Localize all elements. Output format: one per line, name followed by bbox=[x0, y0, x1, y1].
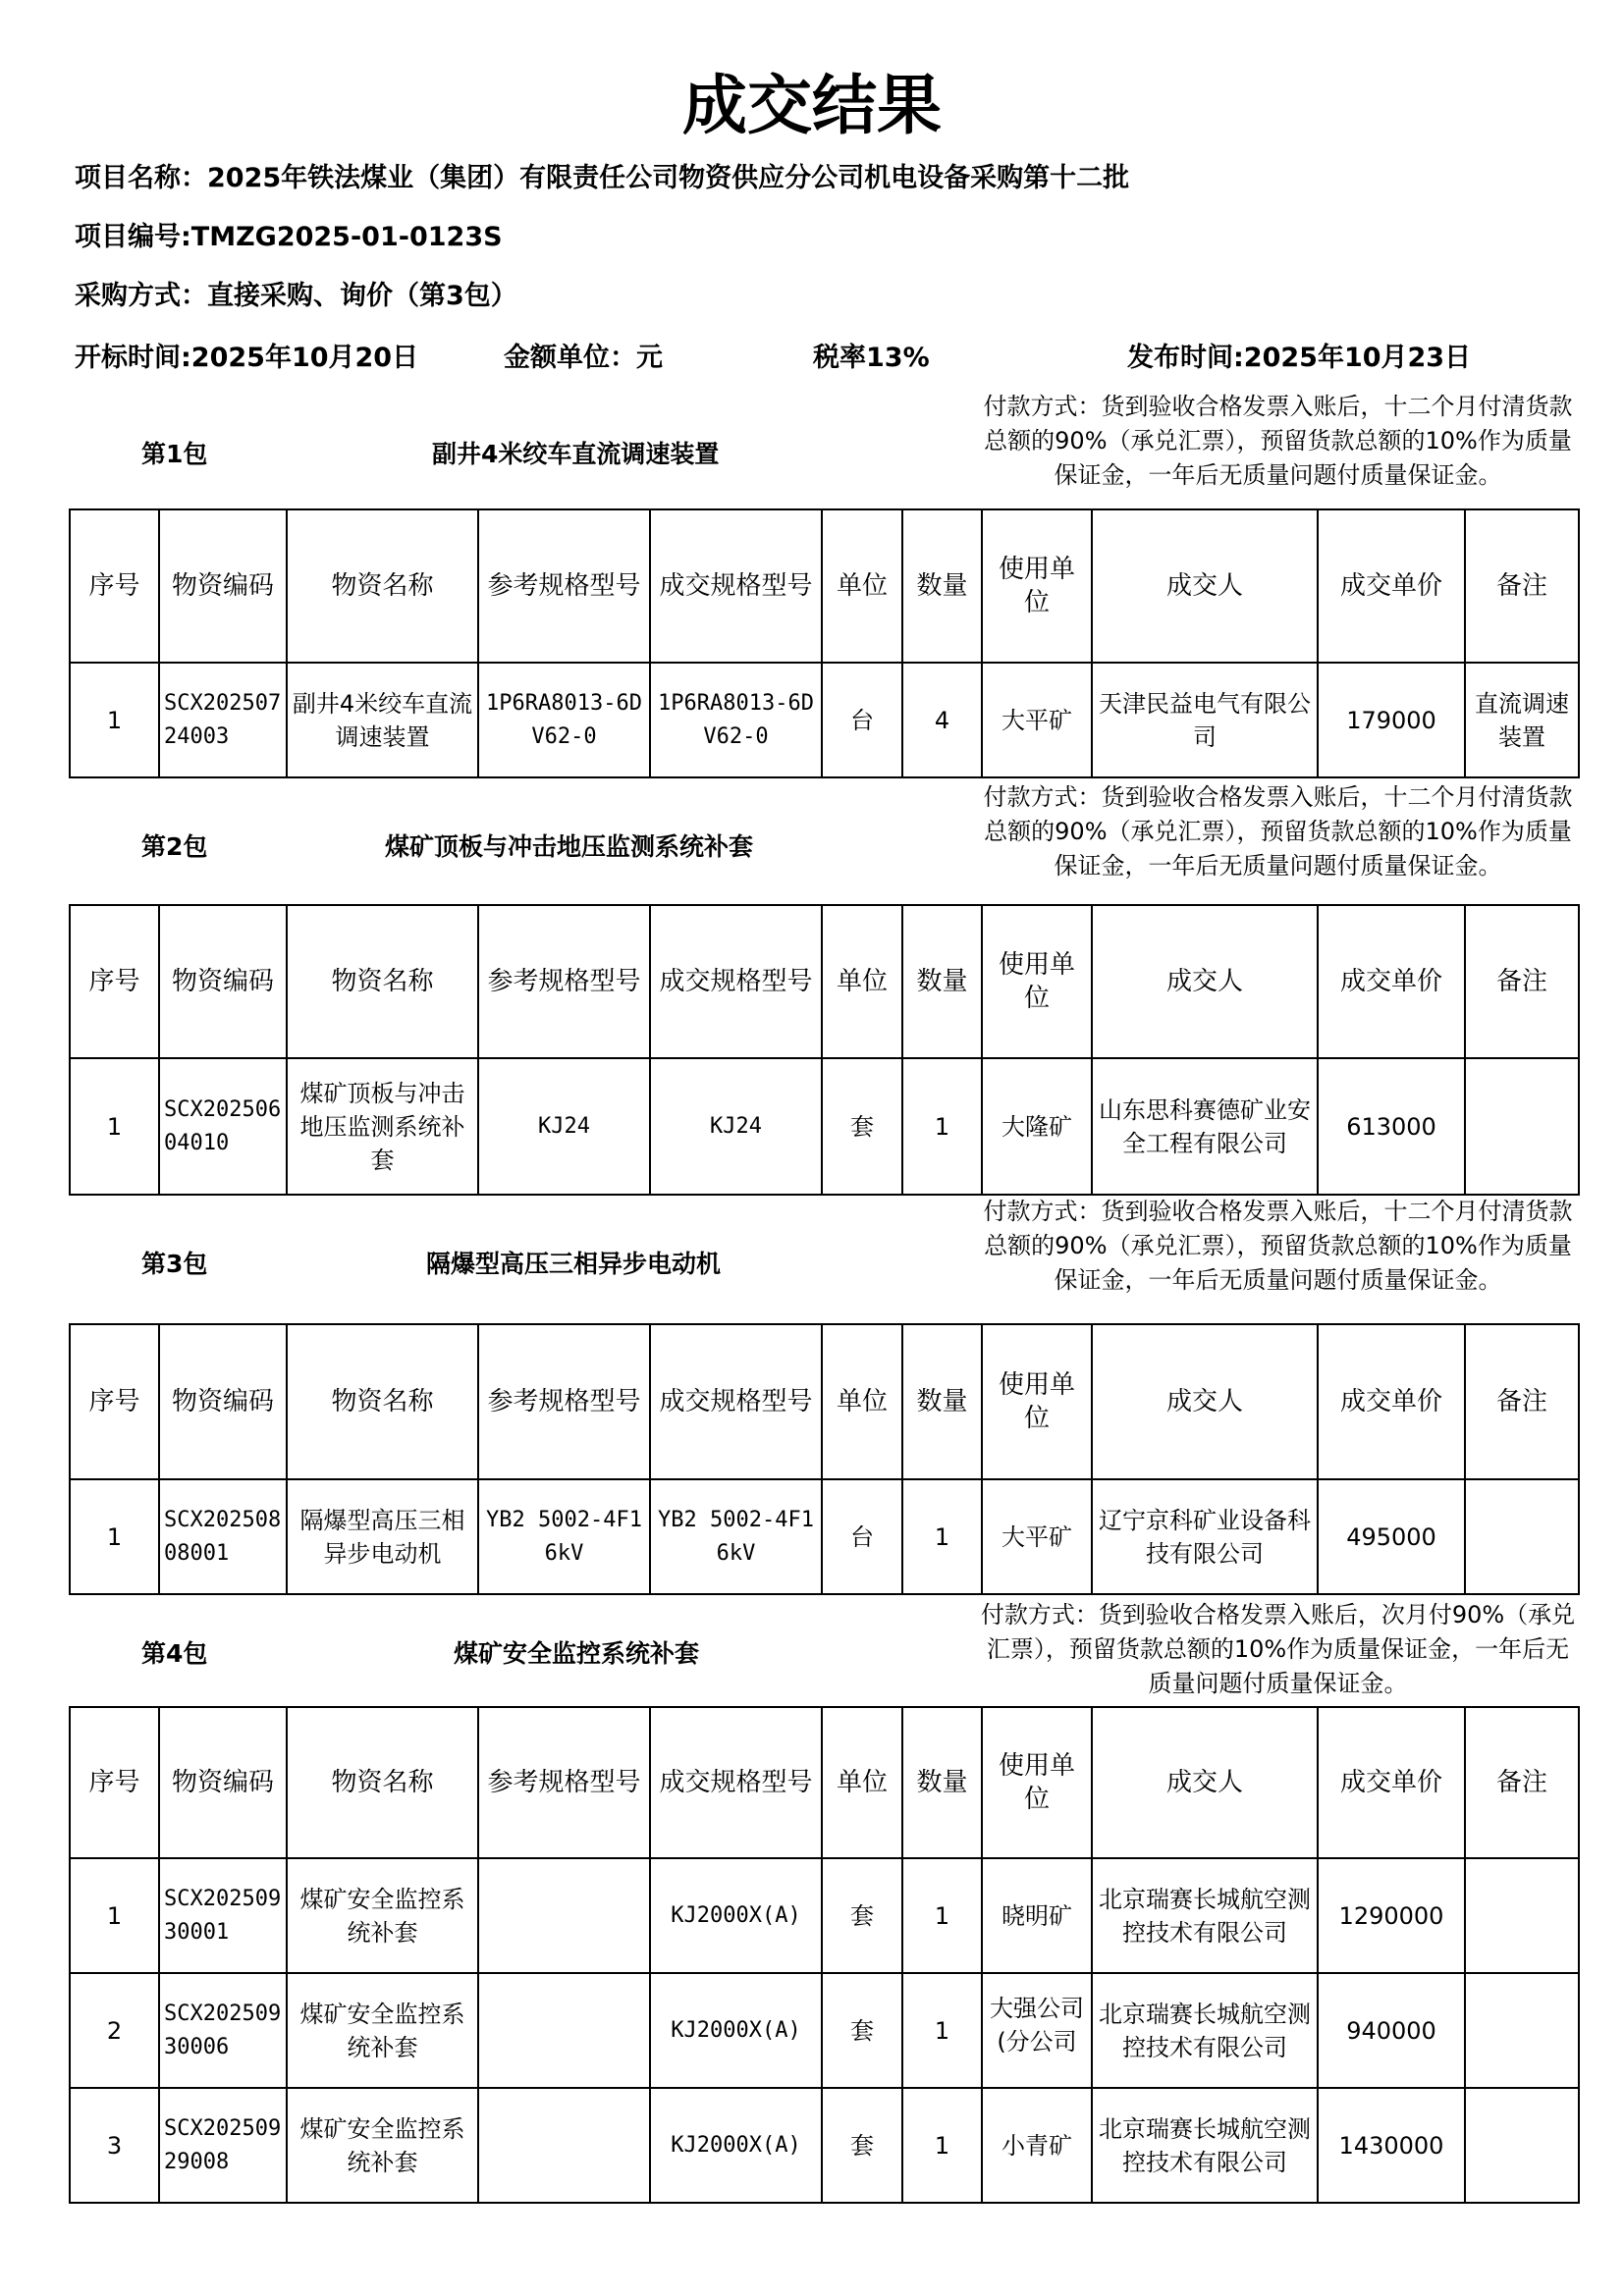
cell-ref-spec bbox=[478, 2088, 650, 2203]
header-ref-spec: 参考规格型号 bbox=[478, 905, 650, 1058]
procurement-method: 采购方式：直接采购、询价（第3包） bbox=[75, 281, 517, 311]
cell-deal-spec: KJ2000X(A) bbox=[650, 1973, 822, 2088]
cell-seq: 1 bbox=[70, 663, 159, 777]
header-winner: 成交人 bbox=[1092, 509, 1318, 663]
cell-qty: 1 bbox=[902, 1479, 982, 1594]
cell-user: 大隆矿 bbox=[982, 1058, 1092, 1195]
cell-code: SCX20250930006 bbox=[159, 1973, 287, 2088]
table-row bbox=[70, 663, 1579, 777]
header-ref-spec: 参考规格型号 bbox=[478, 1707, 650, 1858]
cell-winner: 北京瑞赛长城航空测控技术有限公司 bbox=[1092, 1973, 1318, 2088]
cell-code: SCX20250930001 bbox=[159, 1858, 287, 1973]
cell-unit: 套 bbox=[822, 1858, 902, 1973]
package-2-table bbox=[69, 904, 1580, 1196]
project-number: 项目编号:TMZG2025-01-0123S bbox=[75, 222, 503, 252]
cell-price: 613000 bbox=[1318, 1058, 1465, 1195]
header-price: 成交单价 bbox=[1318, 905, 1465, 1058]
cell-code: SCX20250604010 bbox=[159, 1058, 287, 1195]
header-qty: 数量 bbox=[902, 1707, 982, 1858]
cell-name: 煤矿安全监控系统补套 bbox=[287, 2088, 478, 2203]
header-winner: 成交人 bbox=[1092, 1707, 1318, 1858]
header-remark: 备注 bbox=[1465, 1707, 1579, 1858]
tax-rate: 税率13% bbox=[813, 343, 930, 373]
cell-winner: 天津民益电气有限公司 bbox=[1092, 663, 1318, 777]
cell-user: 大平矿 bbox=[982, 1479, 1092, 1594]
table-row bbox=[70, 1058, 1579, 1195]
package-1-name: 副井4米绞车直流调速装置 bbox=[432, 440, 720, 468]
cell-qty: 1 bbox=[902, 1858, 982, 1973]
cell-name: 隔爆型高压三相异步电动机 bbox=[287, 1479, 478, 1594]
cell-user: 晓明矿 bbox=[982, 1858, 1092, 1973]
header-qty: 数量 bbox=[902, 509, 982, 663]
cell-remark bbox=[1465, 1058, 1579, 1195]
cell-qty: 1 bbox=[902, 1973, 982, 2088]
header-ref-spec: 参考规格型号 bbox=[478, 509, 650, 663]
cell-unit: 台 bbox=[822, 663, 902, 777]
header-qty: 数量 bbox=[902, 905, 982, 1058]
package-2-name: 煤矿顶板与冲击地压监测系统补套 bbox=[385, 832, 754, 861]
cell-price: 940000 bbox=[1318, 1973, 1465, 2088]
cell-unit: 套 bbox=[822, 1973, 902, 2088]
table-row bbox=[70, 1973, 1579, 2088]
cell-unit: 套 bbox=[822, 1058, 902, 1195]
header-winner: 成交人 bbox=[1092, 905, 1318, 1058]
table-header-row bbox=[70, 905, 1579, 1058]
cell-remark: 直流调速装置 bbox=[1465, 663, 1579, 777]
cell-ref-spec bbox=[478, 1973, 650, 2088]
cell-remark bbox=[1465, 1973, 1579, 2088]
header-ref-spec: 参考规格型号 bbox=[478, 1324, 650, 1479]
open-time: 开标时间:2025年10月20日 bbox=[75, 343, 419, 373]
cell-remark bbox=[1465, 1858, 1579, 1973]
cell-seq: 1 bbox=[70, 1058, 159, 1195]
header-winner: 成交人 bbox=[1092, 1324, 1318, 1479]
cell-price: 495000 bbox=[1318, 1479, 1465, 1594]
cell-name: 煤矿顶板与冲击地压监测系统补套 bbox=[287, 1058, 478, 1195]
header-code: 物资编码 bbox=[159, 1707, 287, 1858]
package-4-name: 煤矿安全监控系统补套 bbox=[454, 1639, 700, 1668]
table-header-row bbox=[70, 1324, 1579, 1479]
cell-deal-spec: 1P6RA8013-6DV62-0 bbox=[650, 663, 822, 777]
amount-unit: 金额单位：元 bbox=[504, 343, 663, 373]
header-unit: 单位 bbox=[822, 509, 902, 663]
header-remark: 备注 bbox=[1465, 1324, 1579, 1479]
header-unit: 单位 bbox=[822, 905, 902, 1058]
project-name: 项目名称：2025年铁法煤业（集团）有限责任公司物资供应分公司机电设备采购第十二批 bbox=[75, 163, 1130, 193]
header-name: 物资名称 bbox=[287, 1324, 478, 1479]
header-seq: 序号 bbox=[70, 1324, 159, 1479]
cell-seq: 1 bbox=[70, 1479, 159, 1594]
package-3-table bbox=[69, 1323, 1580, 1595]
package-4-table bbox=[69, 1706, 1580, 2204]
cell-price: 179000 bbox=[1318, 663, 1465, 777]
header-seq: 序号 bbox=[70, 1707, 159, 1858]
header-seq: 序号 bbox=[70, 509, 159, 663]
header-price: 成交单价 bbox=[1318, 1324, 1465, 1479]
header-name: 物资名称 bbox=[287, 509, 478, 663]
header-deal-spec: 成交规格型号 bbox=[650, 1707, 822, 1858]
package-1-table bbox=[69, 508, 1580, 778]
cell-code: SCX20250808001 bbox=[159, 1479, 287, 1594]
cell-deal-spec: KJ2000X(A) bbox=[650, 1858, 822, 1973]
header-code: 物资编码 bbox=[159, 509, 287, 663]
cell-qty: 4 bbox=[902, 663, 982, 777]
package-1-payment: 付款方式：货到验收合格发票入账后，十二个月付清货款总额的90%（承兑汇票），预留货款总额的10%作为质量保证金，一年后无质量问题付质量保证金。 bbox=[983, 393, 1573, 489]
header-user: 使用单位 bbox=[982, 1707, 1092, 1858]
cell-remark bbox=[1465, 1479, 1579, 1594]
cell-ref-spec: YB2 5002-4F1 6kV bbox=[478, 1479, 650, 1594]
header-remark: 备注 bbox=[1465, 905, 1579, 1058]
header-unit: 单位 bbox=[822, 1707, 902, 1858]
cell-deal-spec: YB2 5002-4F1 6kV bbox=[650, 1479, 822, 1594]
cell-ref-spec: KJ24 bbox=[478, 1058, 650, 1195]
header-user: 使用单位 bbox=[982, 1324, 1092, 1479]
cell-deal-spec: KJ2000X(A) bbox=[650, 2088, 822, 2203]
table-row bbox=[70, 1479, 1579, 1594]
package-4-number: 第4包 bbox=[141, 1639, 208, 1668]
page-title: 成交结果 bbox=[682, 67, 942, 143]
cell-seq: 1 bbox=[70, 1858, 159, 1973]
cell-unit: 台 bbox=[822, 1479, 902, 1594]
cell-seq: 3 bbox=[70, 2088, 159, 2203]
header-unit: 单位 bbox=[822, 1324, 902, 1479]
header-user: 使用单位 bbox=[982, 905, 1092, 1058]
cell-qty: 1 bbox=[902, 2088, 982, 2203]
cell-name: 副井4米绞车直流调速装置 bbox=[287, 663, 478, 777]
table-header-row bbox=[70, 1707, 1579, 1858]
cell-code: SCX20250929008 bbox=[159, 2088, 287, 2203]
package-4-payment: 付款方式：货到验收合格发票入账后，次月付90%（承兑汇票），预留货款总额的10%作为质量保证金，一年后无质量问题付质量保证金。 bbox=[980, 1601, 1576, 1697]
package-3-payment: 付款方式：货到验收合格发票入账后，十二个月付清货款总额的90%（承兑汇票），预留货款总额的10%作为质量保证金，一年后无质量问题付质量保证金。 bbox=[983, 1198, 1573, 1294]
cell-price: 1430000 bbox=[1318, 2088, 1465, 2203]
table-row bbox=[70, 1858, 1579, 1973]
header-deal-spec: 成交规格型号 bbox=[650, 905, 822, 1058]
cell-name: 煤矿安全监控系统补套 bbox=[287, 1973, 478, 2088]
header-code: 物资编码 bbox=[159, 1324, 287, 1479]
cell-code: SCX20250724003 bbox=[159, 663, 287, 777]
package-1-number: 第1包 bbox=[141, 440, 208, 468]
cell-deal-spec: KJ24 bbox=[650, 1058, 822, 1195]
cell-user-text: 大强公司(分公司 bbox=[990, 1995, 1084, 2056]
cell-remark bbox=[1465, 2088, 1579, 2203]
table-header-row bbox=[70, 509, 1579, 663]
header-seq: 序号 bbox=[70, 905, 159, 1058]
cell-winner: 北京瑞赛长城航空测控技术有限公司 bbox=[1092, 2088, 1318, 2203]
header-user: 使用单位 bbox=[982, 509, 1092, 663]
package-3-number: 第3包 bbox=[141, 1250, 208, 1278]
header-deal-spec: 成交规格型号 bbox=[650, 509, 822, 663]
cell-winner: 辽宁京科矿业设备科技有限公司 bbox=[1092, 1479, 1318, 1594]
cell-unit: 套 bbox=[822, 2088, 902, 2203]
cell-ref-spec: 1P6RA8013-6DV62-0 bbox=[478, 663, 650, 777]
publish-time: 发布时间:2025年10月23日 bbox=[1127, 343, 1472, 373]
cell-user bbox=[982, 1973, 1092, 2088]
package-3-name: 隔爆型高压三相异步电动机 bbox=[426, 1250, 722, 1278]
cell-price: 1290000 bbox=[1318, 1858, 1465, 1973]
header-qty: 数量 bbox=[902, 1324, 982, 1479]
header-code: 物资编码 bbox=[159, 905, 287, 1058]
cell-qty: 1 bbox=[902, 1058, 982, 1195]
header-deal-spec: 成交规格型号 bbox=[650, 1324, 822, 1479]
header-name: 物资名称 bbox=[287, 905, 478, 1058]
package-2-payment: 付款方式：货到验收合格发票入账后，十二个月付清货款总额的90%（承兑汇票），预留货款总额的10%作为质量保证金，一年后无质量问题付质量保证金。 bbox=[983, 783, 1573, 880]
table-row bbox=[70, 2088, 1579, 2203]
header-name: 物资名称 bbox=[287, 1707, 478, 1858]
package-2-number: 第2包 bbox=[141, 832, 208, 861]
header-price: 成交单价 bbox=[1318, 1707, 1465, 1858]
cell-winner: 北京瑞赛长城航空测控技术有限公司 bbox=[1092, 1858, 1318, 1973]
cell-seq: 2 bbox=[70, 1973, 159, 2088]
cell-user: 大平矿 bbox=[982, 663, 1092, 777]
cell-name: 煤矿安全监控系统补套 bbox=[287, 1858, 478, 1973]
header-remark: 备注 bbox=[1465, 509, 1579, 663]
cell-user: 小青矿 bbox=[982, 2088, 1092, 2203]
cell-winner: 山东思科赛德矿业安全工程有限公司 bbox=[1092, 1058, 1318, 1195]
header-price: 成交单价 bbox=[1318, 509, 1465, 663]
cell-ref-spec bbox=[478, 1858, 650, 1973]
